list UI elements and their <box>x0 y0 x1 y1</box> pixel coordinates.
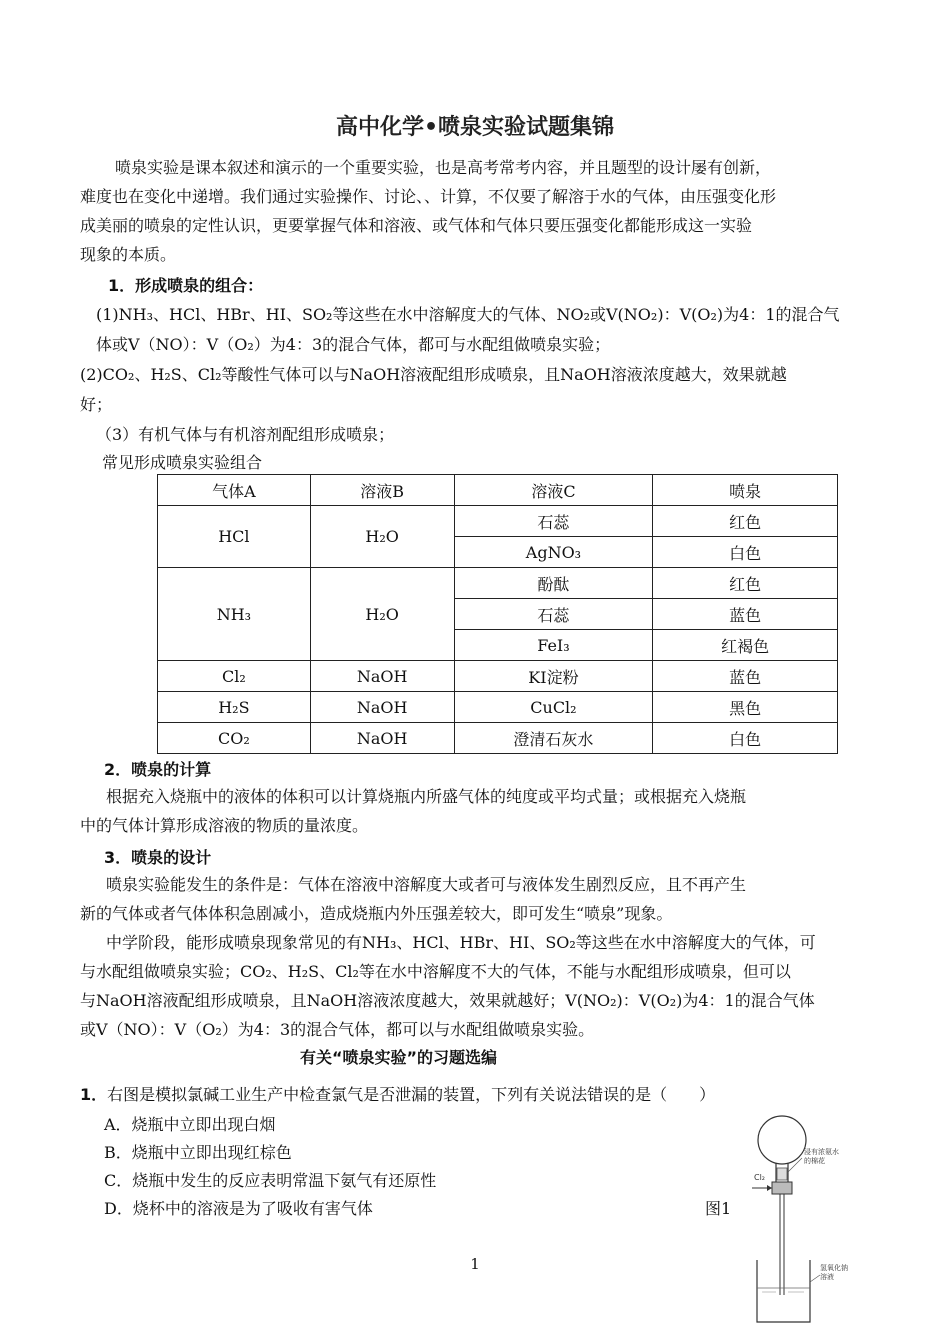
section3-line-3: 中学阶段，能形成喷泉现象常见的有NH₃、HCl、HBr、HI、SO₂等这些在水中溶解度大的气体，可 <box>106 933 816 952</box>
section1-item-5: （3）有机气体与有机溶剂配组形成喷泉； <box>96 425 395 444</box>
table-row <box>158 506 838 537</box>
exercises-heading: 有关“喷泉实验”的习题选编 <box>300 1048 498 1067</box>
intro-line-4: 现象的本质。 <box>80 245 177 264</box>
option-c: C．烧瓶中发生的反应表明常温下氨气有还原性 <box>104 1171 437 1190</box>
gas-cell: CO₂ <box>158 723 311 754</box>
solution-c-cell: 酚酞 <box>454 568 653 599</box>
table-row <box>158 723 838 754</box>
table-row <box>158 568 838 599</box>
section2-line-1: 根据充入烧瓶中的液体的体积可以计算烧瓶内所盛气体的纯度或平均式量；或根据充入烧瓶 <box>106 787 747 806</box>
fountain-color-cell: 蓝色 <box>653 599 838 630</box>
solution-c-cell: 石蕊 <box>454 506 653 537</box>
question-text: 右图是模拟氯碱工业生产中检查氯气是否泄漏的装置，下列有关说法错误的是（ ） <box>107 1085 716 1104</box>
solution-b-cell: NaOH <box>310 692 454 723</box>
table-header-cell: 溶液C <box>454 475 653 506</box>
fountain-color-cell: 蓝色 <box>653 661 838 692</box>
solution-b-cell: H₂O <box>310 506 454 568</box>
question-1-stem <box>80 1082 715 1105</box>
stopper <box>772 1182 792 1194</box>
table-row <box>158 692 838 723</box>
section3-line-5: 与NaOH溶液配组形成喷泉，且NaOH溶液浓度越大，效果就越好；V(NO₂)：V(O₂)为4：1的混合气体 <box>80 991 815 1010</box>
fountain-combination-table <box>157 474 838 754</box>
section3-line-2: 新的气体或者气体体积急剧减小，造成烧瓶内外压强差较大，即可发生“喷泉”现象。 <box>80 904 673 923</box>
figure-cotton-label-1: 浸有浓氨水 <box>804 1148 839 1156</box>
gas-cell: NH₃ <box>158 568 311 661</box>
gas-cell: HCl <box>158 506 311 568</box>
question-number: 1． <box>80 1085 108 1104</box>
option-d: D．烧杯中的溶液是为了吸收有害气体 <box>104 1199 373 1218</box>
table-header-cell: 气体A <box>158 475 311 506</box>
solution-c-cell: FeI₃ <box>454 630 653 661</box>
page-number: 1 <box>470 1255 480 1273</box>
figure-label: 图1 <box>705 1199 732 1218</box>
solution-c-cell: 石蕊 <box>454 599 653 630</box>
table-header-cell: 溶液B <box>310 475 454 506</box>
figure-beaker-label-1: 氢氧化钠 <box>820 1264 848 1272</box>
solution-c-cell: KI淀粉 <box>454 661 653 692</box>
flask-bulb <box>758 1116 806 1164</box>
intro-line-1: 喷泉实验是课本叙述和演示的一个重要实验，也是高考常考内容，并且题型的设计屡有创新， <box>115 158 772 177</box>
section3-line-1: 喷泉实验能发生的条件是：气体在溶液中溶解度大或者可与液体发生剧烈反应，且不再产生 <box>106 875 747 894</box>
figure-cotton-label-2: 的棉花 <box>804 1157 825 1165</box>
gas-cell: Cl₂ <box>158 661 311 692</box>
solution-b-cell: H₂O <box>310 568 454 661</box>
section2-line-2: 中的气体计算形成溶液的物质的量浓度。 <box>80 816 369 835</box>
fountain-color-cell: 白色 <box>653 537 838 568</box>
solution-c-cell: 澄清石灰水 <box>454 723 653 754</box>
intro-line-3: 成美丽的喷泉的定性认识，更要掌握气体和溶液、或气体和气体只要压强变化都能形成这一实验 <box>80 216 753 235</box>
page-title: 高中化学•喷泉实验试题集锦 <box>335 115 615 140</box>
section2-heading: 2．喷泉的计算 <box>104 760 212 779</box>
gas-cell: H₂S <box>158 692 311 723</box>
section3-line-6: 或V（NO）：V（O₂）为4：3的混合气体，都可以与水配组做喷泉实验。 <box>80 1020 595 1039</box>
section3-heading: 3．喷泉的设计 <box>104 848 212 867</box>
solution-c-cell: CuCl₂ <box>454 692 653 723</box>
fountain-color-cell: 红褐色 <box>653 630 838 661</box>
section1-item-4: 好； <box>80 395 113 414</box>
solution-b-cell: NaOH <box>310 723 454 754</box>
section1-item-2: 体或V（NO）：V（O₂）为4：3的混合气体，都可与水配组做喷泉实验； <box>96 335 611 354</box>
figure-beaker-label-2: 溶液 <box>820 1273 834 1281</box>
section1-item-1: (1)NH₃、HCl、HBr、HI、SO₂等这些在水中溶解度大的气体、NO₂或V(NO₂)：V(O₂)为4：1的混合气 <box>96 305 840 324</box>
table-header-row <box>158 475 838 506</box>
section1-item-3: (2)CO₂、H₂S、Cl₂等酸性气体可以与NaOH溶液配组形成喷泉，且NaOH溶液浓度越大，效果就越 <box>80 365 787 384</box>
option-a: A．烧瓶中立即出现白烟 <box>104 1115 276 1134</box>
fountain-color-cell: 白色 <box>653 723 838 754</box>
solution-c-cell: AgNO₃ <box>454 537 653 568</box>
section1-heading: 1．形成喷泉的组合： <box>108 276 264 295</box>
figure-gas-label: Cl₂ <box>754 1173 766 1182</box>
fountain-color-cell: 黑色 <box>653 692 838 723</box>
table-caption: 常见形成喷泉实验组合 <box>102 453 263 472</box>
apparatus-figure <box>752 1110 862 1330</box>
section3-line-4: 与水配组做喷泉实验；CO₂、H₂S、Cl₂等在水中溶解度不大的气体，不能与水配组形成喷泉，但可以 <box>80 962 791 981</box>
fountain-color-cell: 红色 <box>653 568 838 599</box>
option-b: B．烧瓶中立即出现红棕色 <box>104 1143 292 1162</box>
solution-b-cell: NaOH <box>310 661 454 692</box>
intro-line-2: 难度也在变化中递增。我们通过实验操作、讨论、、计算，不仅要了解溶于水的气体，由压强变化形 <box>80 187 777 206</box>
table-header-cell: 喷泉 <box>653 475 838 506</box>
table-row <box>158 661 838 692</box>
cotton <box>777 1168 787 1180</box>
fountain-color-cell: 红色 <box>653 506 838 537</box>
